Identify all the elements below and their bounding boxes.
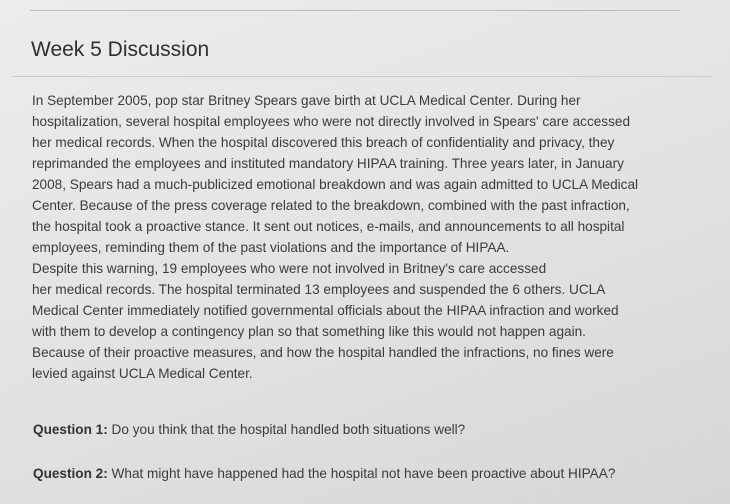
- paragraph-line: her medical records. The hospital terminated 13 employees and suspended the 6 others. UCLA: [32, 282, 606, 297]
- question-1-text: Do you think that the hospital handled both situations well?: [107, 422, 466, 437]
- title-divider: [12, 76, 712, 77]
- question-2: [33, 466, 615, 481]
- paragraph-line: employees, reminding them of the past violations and the importance of HIPAA.: [32, 240, 510, 255]
- paragraph-line: 2008, Spears had a much-publicized emotional breakdown and was again admitted to UCLA Medical: [32, 177, 639, 192]
- question-2-label: Question 2:: [33, 466, 108, 481]
- paragraph-line: Medical Center immediately notified governmental officials about the HIPAA infraction and worked: [32, 303, 619, 318]
- paragraph-line: the hospital took a proactive stance. It sent out notices, e-mails, and announcements to all hospital: [32, 219, 625, 234]
- paragraph-line: reprimanded the employees and instituted mandatory HIPAA training. Three years later, in January: [32, 156, 624, 171]
- paragraph-line: In September 2005, pop star Britney Spears gave birth at UCLA Medical Center. During her: [32, 93, 581, 108]
- page-title: Week 5 Discussion: [31, 38, 210, 61]
- question-1-label: Question 1:: [33, 422, 108, 437]
- discussion-paragraph: [32, 90, 692, 384]
- paragraph-line: hospitalization, several hospital employees who were not directly involved in Spears' care accessed: [32, 114, 631, 129]
- paragraph-line: Center. Because of the press coverage related to the breakdown, combined with the past infraction,: [32, 198, 630, 213]
- paragraph-line: her medical records. When the hospital discovered this breach of confidentiality and privacy, they: [32, 135, 615, 150]
- paragraph-line: levied against UCLA Medical Center.: [32, 366, 253, 381]
- paragraph-line: with them to develop a contingency plan so that something like this would not happen again.: [32, 324, 586, 339]
- question-2-text: What might have happened had the hospital not have been proactive about HIPAA?: [107, 466, 616, 481]
- question-1: [33, 422, 465, 437]
- paragraph-line: Despite this warning, 19 employees who were not involved in Britney's care accessed: [32, 261, 547, 276]
- paragraph-line: Because of their proactive measures, and how the hospital handled the infractions, no fines were: [32, 345, 614, 360]
- top-divider: [30, 10, 680, 11]
